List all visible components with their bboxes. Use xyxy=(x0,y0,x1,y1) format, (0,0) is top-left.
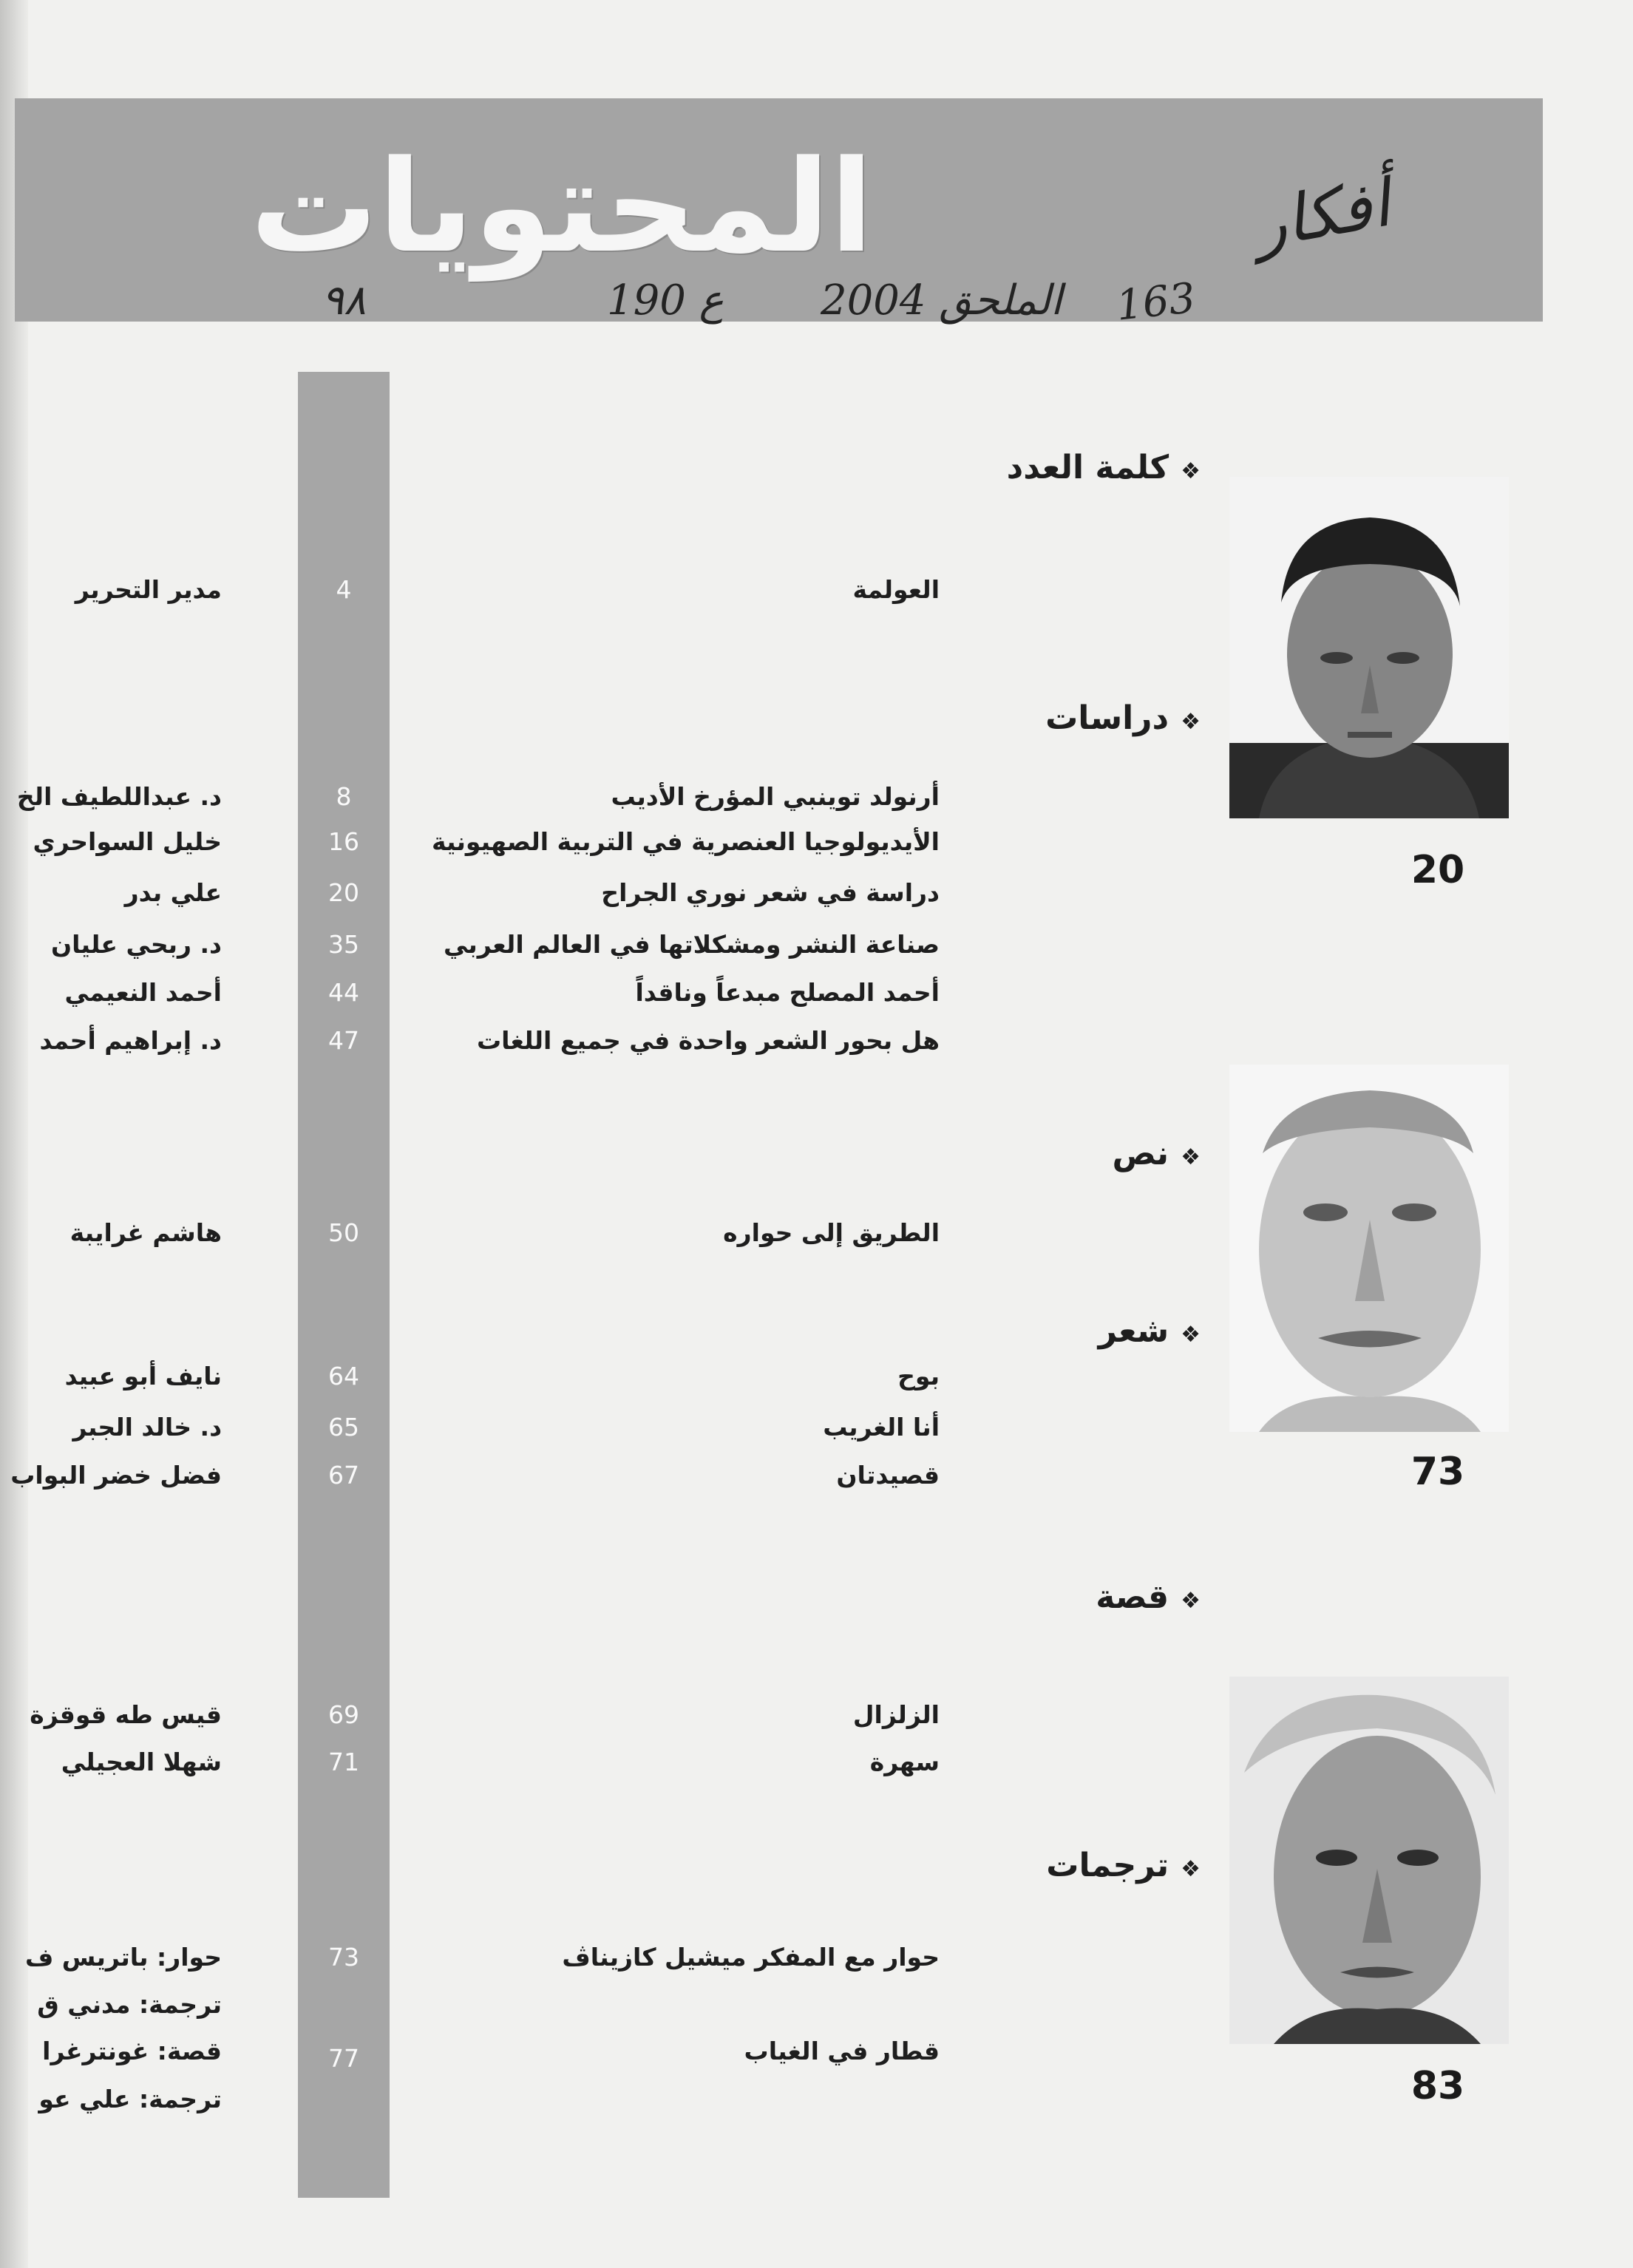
article-title: الزلزال xyxy=(852,1700,940,1729)
article-author: د. عبداللطيف الخ xyxy=(16,782,222,811)
article-title: حوار مع المفكر ميشيل كازيناڤ xyxy=(562,1943,940,1972)
page-number: 35 xyxy=(328,930,359,959)
diamond-bullet-icon: ❖ xyxy=(1181,1322,1201,1348)
article-author: فضل خضر البواب xyxy=(10,1461,222,1490)
handwritten-note: 163 xyxy=(1113,274,1198,330)
author-portrait-photo xyxy=(1229,1065,1509,1432)
section-heading: ❖شعر xyxy=(1098,1312,1201,1350)
article-author: خليل السواحري xyxy=(33,827,222,856)
diamond-bullet-icon: ❖ xyxy=(1181,709,1201,735)
handwritten-note: ٩٨ xyxy=(321,276,367,325)
section-heading: ❖دراسات xyxy=(1045,699,1201,737)
page-number: 4 xyxy=(336,575,352,604)
article-title: قطار في الغياب xyxy=(744,2037,940,2065)
handwritten-note: ع 190 xyxy=(606,276,724,325)
page-number: 64 xyxy=(328,1362,359,1391)
photo-page-number: 83 xyxy=(1410,2064,1465,2108)
diamond-bullet-icon: ❖ xyxy=(1181,458,1201,484)
article-title: العولمة xyxy=(852,575,940,604)
handwritten-note: الملحق 2004 xyxy=(821,276,1062,325)
article-author: حوار: باتريس ف xyxy=(24,1943,222,1972)
page-edge-shadow xyxy=(0,0,28,2268)
page-number-column xyxy=(298,372,390,2198)
photo-page-number: 73 xyxy=(1410,1450,1465,1494)
article-author: د. خالد الجبر xyxy=(72,1413,222,1442)
article-author: قصة: غونترغرا xyxy=(42,2037,222,2065)
photo-page-number: 20 xyxy=(1410,848,1465,892)
page-number: 8 xyxy=(336,782,352,811)
article-title: صناعة النشر ومشكلاتها في العالم العربي xyxy=(444,930,940,959)
article-title: أرنولد توينبي المؤرخ الأديب xyxy=(611,782,940,811)
section-heading: ❖قصة xyxy=(1096,1578,1201,1616)
article-title: هل بحور الشعر واحدة في جميع اللغات xyxy=(477,1026,940,1055)
article-author: نايف أبو عبيد xyxy=(64,1362,222,1391)
article-author: د. ربحي عليان xyxy=(50,930,222,959)
section-heading: ❖ترجمات xyxy=(1046,1847,1201,1884)
article-author: شهلا العجيلي xyxy=(61,1748,222,1776)
article-title: سهرة xyxy=(869,1748,940,1776)
page-number: 44 xyxy=(328,978,359,1007)
article-author: قيس طه قوقزة xyxy=(30,1700,222,1729)
article-title: بوح xyxy=(897,1362,940,1391)
article-author: أحمد النعيمي xyxy=(64,978,222,1007)
page-number: 20 xyxy=(328,878,359,907)
article-title: أحمد المصلح مبدعاً وناقداً xyxy=(635,978,940,1007)
article-author: مدير التحرير xyxy=(75,575,222,604)
article-title: قصيدتان xyxy=(836,1461,940,1490)
page-number: 50 xyxy=(328,1218,359,1247)
page-number: 73 xyxy=(328,1943,359,1972)
article-author: علي بدر xyxy=(124,878,222,907)
section-heading: ❖كلمة العدد xyxy=(1006,449,1201,486)
page-number: 16 xyxy=(328,827,359,856)
section-heading: ❖نص xyxy=(1112,1135,1201,1172)
page-title: المحتويات xyxy=(250,132,874,281)
article-author: د. إبراهيم أحمد xyxy=(39,1026,222,1055)
author-portrait-photo xyxy=(1229,477,1509,818)
article-title: الطريق إلى حواره xyxy=(723,1218,940,1247)
article-title: أنا الغريب xyxy=(823,1413,940,1442)
diamond-bullet-icon: ❖ xyxy=(1181,1588,1201,1614)
page-number: 67 xyxy=(328,1461,359,1490)
diamond-bullet-icon: ❖ xyxy=(1181,1144,1201,1170)
page-number: 47 xyxy=(328,1026,359,1055)
article-author: هاشم غرايبة xyxy=(69,1218,222,1247)
magazine-logo: أفكار xyxy=(1248,164,1396,264)
page-number: 77 xyxy=(328,2044,359,2073)
article-title: الأيديولوجيا العنصرية في التربية الصهيونية xyxy=(432,827,940,856)
page-number: 71 xyxy=(328,1748,359,1776)
author-portrait-photo xyxy=(1229,1677,1509,2044)
article-author: ترجمة: علي عو xyxy=(38,2085,222,2113)
article-author: ترجمة: مدني ق xyxy=(37,1990,222,2019)
page-number: 65 xyxy=(328,1413,359,1442)
page-number: 69 xyxy=(328,1700,359,1729)
article-title: دراسة في شعر نوري الجراح xyxy=(601,878,940,907)
diamond-bullet-icon: ❖ xyxy=(1181,1856,1201,1882)
